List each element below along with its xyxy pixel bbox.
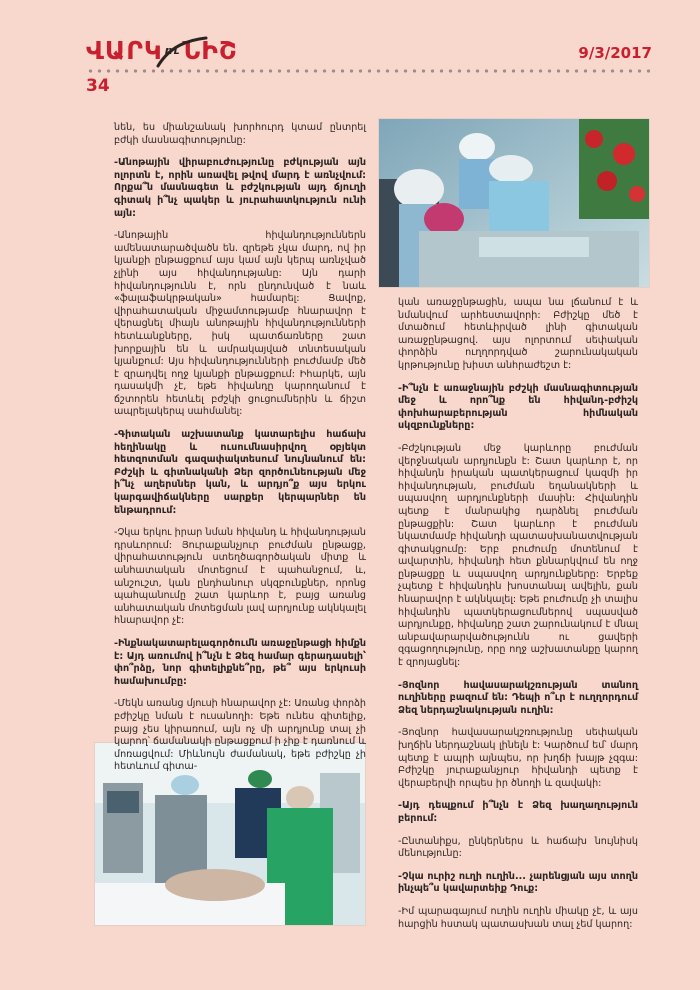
logo-swoosh-icon	[150, 36, 210, 70]
page-number: 34	[86, 76, 110, 96]
interview-question: -Չկա ուրիշ ուղի ուղին... չարենցյան այս տողն ինչպե՞ս կավարտեիք Դուք:	[398, 870, 638, 895]
interview-question: -Անոթային վիրաբուժությունը բժկության այն ոլորտն է, որին առավել թվով մարդ է առնչվում: Որքա՞ն մասնագետ և բժշկության այդ ճյուղի գիտակ ի՞նչ պակեր և յուրահատկություն ունի այն:	[114, 157, 366, 219]
logo-right-text: ՆԻՇ	[182, 36, 238, 65]
interview-answer: կան առաջընթացին, ապա նա լճանում է և նմանվում արհեստավորի: Բժիշկը մեծ է մտածում հետևիրված լինի գիտական առաջընթացով. այս ոլորտում սեփական փորձին ուղղորդված շարունակական կրթությունը խիստ անհրաժեշտ է:	[398, 297, 638, 371]
interview-question: -Գիտական աշխատանք կատարելիս հաճախ հեղինակը և ուսումնասիրվող օբյեկտ հետզոտման գազափակտեսում նույնանում են: Բժշկի և գիտնականի Ձեր զործունեության մեջ ի՞նչ աղերսներ կան, և արդյո՞ք այս երկու կարգավիճակները սարքեր կերպարներ են ենթադրում:	[114, 429, 366, 516]
interview-answer: -Անոթային հիվանդություններն ամենատարածվածն են. զրեթե չկա մարդ, ով իր կյանքի ընթացքում այս կամ այն կերպ առնչված չլինի այս հիվանդությանը: Այն դարի հիվանդությունն է, որն ընդունված է նաև «ֆալաֆակրթական» համարել: Ցավոք, վիրահատական միջամտությամբ հնարավոր է վերացնել միայն անոթային հիվանդությունների հետևանքները, իսկ պատճառները շատ խորքային են և ամրակայված տնտեսական կյանքում: Այս հիվանդությունների բուժմամբ մեծ է զրադվել ողջ կյանքի ընթացքում: Իհարկե, այն դասակմի չէ, եթե հիվանդը կարողանում է ճշտորեն հետևել բժշկի ցուցումներին և ճիշտ ապրելակերպ սահմանել:	[114, 230, 366, 418]
interview-question: -Ի՞նչն է առաջնային բժշկի մասնագիտության մեջ և որո՞նք են հիվանդ-բժիշկ փոխհարաբերության հիմնական սկզբունքները:	[398, 382, 638, 432]
interview-answer: -Ընտանիքս, ընկերներս և հաճախ նույնիսկ մենությունը:	[398, 835, 638, 860]
logo-left-text: ՎԱՐԿ	[86, 36, 163, 65]
interview-answer: -Մեկն առանց մյուսի հնարավոր չէ: Առանց փորձի բժիշկը նման է ուսանողի: Եթե ունես գիտելիք, բայց չես կիրառում, այն ոչ մի արդյունք տալ չի կարող՝ ճամանակի ընթացքում ի չիք է դառնում և մոռացվում: Միևնույն ժամանակ, եթե բժիշկը չի հետևում գիտա-	[114, 698, 366, 773]
left-text-column	[114, 122, 366, 784]
logo-mid-text: ու	[164, 43, 181, 57]
interview-answer: նեն, ես միանշանակ խորհուրդ կտամ ընտրել բժկի մասնագիտությունը:	[114, 122, 366, 146]
surgery-team-photo	[378, 118, 650, 288]
right-text-column	[398, 297, 638, 941]
interview-answer: -Չկա երկու իրար նման հիվանդ և հիվանդության դրսևորում: Յուրաքանչյուր բուժման ընթացք, վիրահատություն ստեղծագործական միտք և անհատական մոտեցում է պահանջում, և, անշուշտ, կան ընդհանուր սկզբունքներ, որոնց պահպանումը շատ կարևոր է, բայց առանց անհատական մոտեցման լավ արդյունք ակնկալել հնարավոր չէ:	[114, 527, 366, 627]
interview-answer: -Բժշկության մեջ կարևորը բուժման վերջնական արդյունքն է: Շատ կարևոր է, որ հիվանդն իրական պատկերացում կազմի իր հիվանդության, բուժման եղանակների և սպասվող արդյունքների մասին: Հիվանդին պետք է մանրակից դարձնել բուժման ընթացքին: Շատ կարևոր է բուժման նկատմամբ հիվանդի պատասխանատվության գիտակցումը: Երբ բուժումը մոտենում է ավարտին, հիվանդի հետ քննարկվում են ողջ ընթացքը և սպասվող արդյունքները: Երբեք չպետք է հիվանդին խոստանալ ավելին, քան հնարավոր է ակնկալել: Եթե բուժումը չի տալիս հիվանդին պատկերացումներով սպասված արդյունքը, հիվանդը շատ շարունակում է մնալ անբավարարվածությունն ու ցավերի զգացողությունը, որը ողջ աշխատանքը կարող է զրոյացնել:	[398, 442, 638, 669]
surgery-team-photo-image	[379, 119, 649, 287]
issue-date: 9/3/2017	[578, 44, 652, 62]
interview-question: -Յոզնոր հավասարակշռության տանող ուղիները բազում են: Դեպի ո՞ւր է ուղղորդում Ձեզ ներդաշնակության ուղին:	[398, 679, 638, 716]
interview-answer: -Յոզնոր հավասարակշռությունը սեփական խղճին ներդաշնակ լինելն է: Կարծում եմ՝ մարդ պետք է ապրի այնպես, որ խղճի խայթ չզգա: Բժիշկը յուրաքանչյուր հիվանդի պետք է վերաբերվի որպես իր ծնողի և զավակի:	[398, 727, 638, 789]
interview-question: -Այդ դեպքում ի՞նչն է Ձեզ խաղաղություն բերում:	[398, 800, 638, 824]
interview-answer: -Իմ պարագայում ուղին ուղին միակը չէ, և այս հարցին հստակ պատասխան տալ չեմ կարող:	[398, 905, 638, 930]
page-header	[0, 0, 700, 100]
dotted-divider	[86, 68, 656, 74]
interview-question: -Ինքնակատարելագործումն առաջընթացի հիմքն է: Այդ առումով ի՞նչն է Ձեզ համար գերադասելի՝ փո՞րձը, նոր գիտելիքնե՞րը, թե՞ այս երկուսի համախումբը:	[114, 637, 366, 687]
